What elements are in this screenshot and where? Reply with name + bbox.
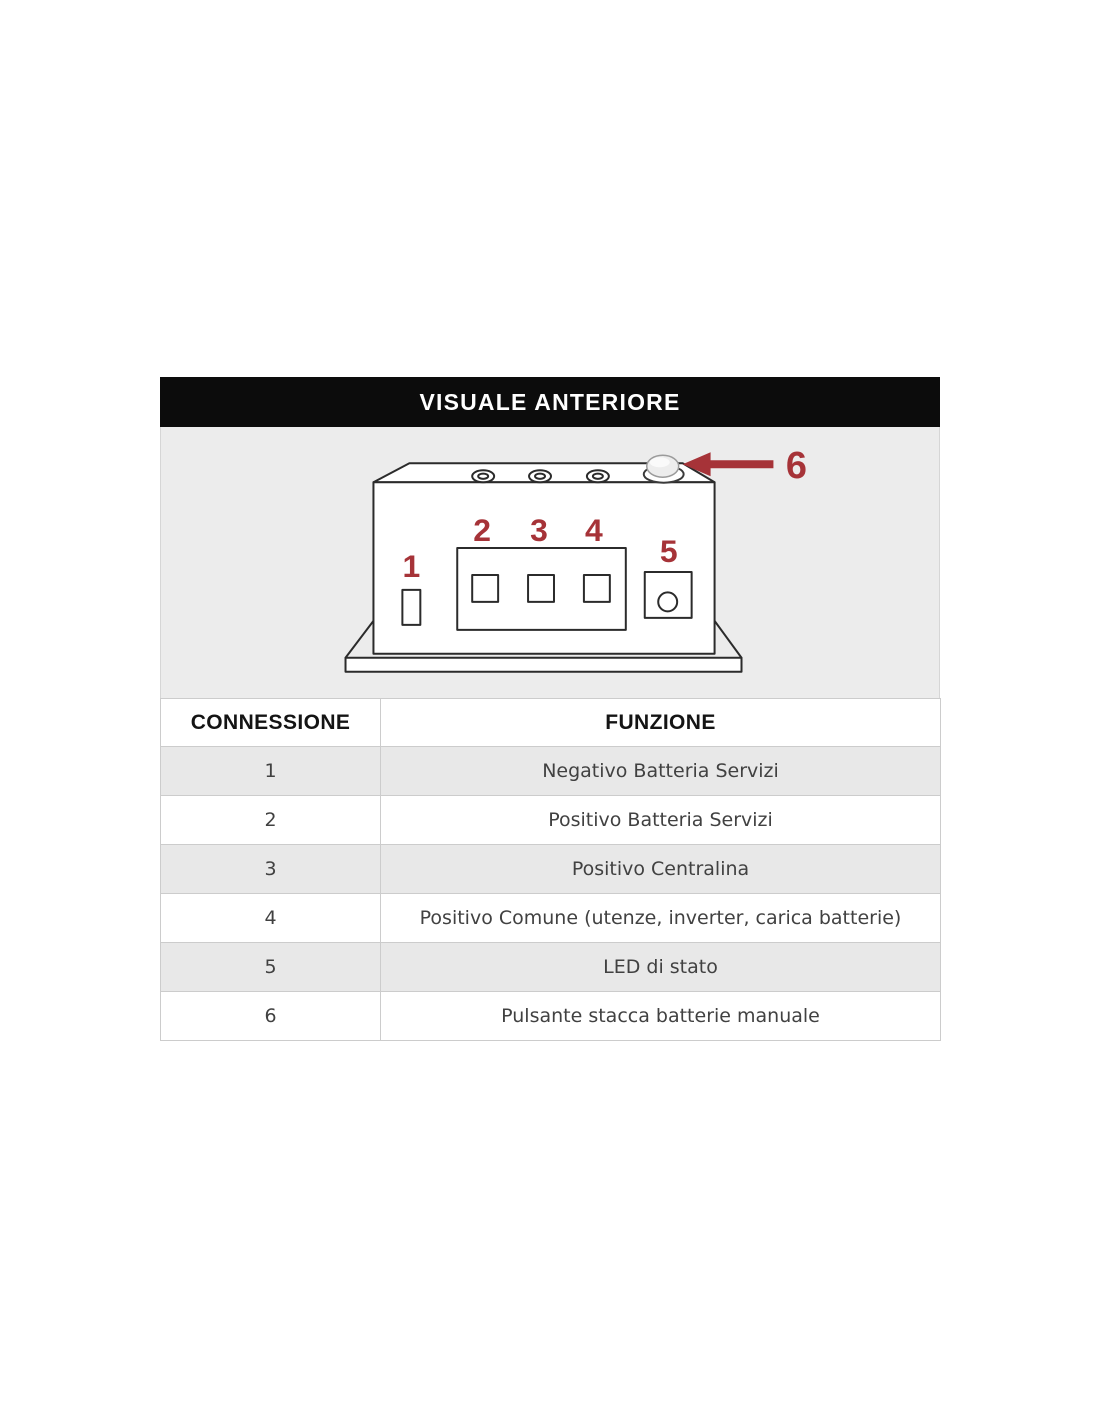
callout-label-5: 5 bbox=[659, 533, 678, 570]
table-row bbox=[161, 943, 941, 992]
right-flange-edge bbox=[715, 621, 742, 658]
connection-column-header: CONNESSIONE bbox=[161, 699, 381, 747]
screw-icon bbox=[587, 470, 609, 482]
table-header-row bbox=[161, 699, 941, 747]
function-cell: Negativo Batteria Servizi bbox=[381, 747, 941, 796]
connection-cell: 3 bbox=[161, 845, 381, 894]
terminal-2-slot bbox=[472, 575, 498, 602]
table-row bbox=[161, 747, 941, 796]
terminal-3-slot bbox=[528, 575, 554, 602]
function-cell: LED di stato bbox=[381, 943, 941, 992]
table-row bbox=[161, 992, 941, 1041]
device-front-view-diagram bbox=[161, 427, 939, 698]
section-title-bar bbox=[160, 377, 940, 427]
status-led-icon bbox=[658, 592, 677, 611]
callout-label-2: 2 bbox=[473, 512, 492, 549]
screw-icon bbox=[472, 470, 494, 482]
screw-icon bbox=[529, 470, 551, 482]
connection-cell: 6 bbox=[161, 992, 381, 1041]
function-cell: Positivo Centralina bbox=[381, 845, 941, 894]
disconnect-button-icon bbox=[644, 455, 684, 482]
connection-cell: 2 bbox=[161, 796, 381, 845]
section-title: VISUALE ANTERIORE bbox=[419, 388, 681, 415]
callout-label-1: 1 bbox=[402, 547, 421, 584]
table-row bbox=[161, 796, 941, 845]
terminal-1-slot bbox=[402, 590, 420, 625]
function-cell: Positivo Comune (utenze, inverter, carica batterie) bbox=[381, 894, 941, 943]
table-row bbox=[161, 894, 941, 943]
function-cell: Positivo Batteria Servizi bbox=[381, 796, 941, 845]
device-diagram-area bbox=[160, 427, 940, 698]
connection-cell: 4 bbox=[161, 894, 381, 943]
callout-label-6: 6 bbox=[785, 445, 807, 488]
terminal-4-slot bbox=[584, 575, 610, 602]
connection-cell: 1 bbox=[161, 747, 381, 796]
connection-cell: 5 bbox=[161, 943, 381, 992]
table-row bbox=[161, 845, 941, 894]
front-view-section bbox=[160, 377, 940, 1041]
callout-label-4: 4 bbox=[585, 512, 603, 549]
connection-table bbox=[160, 698, 941, 1041]
function-column-header: FUNZIONE bbox=[381, 699, 941, 747]
function-cell: Pulsante stacca batterie manuale bbox=[381, 992, 941, 1041]
left-flange-edge bbox=[346, 621, 374, 658]
callout-label-3: 3 bbox=[530, 512, 548, 549]
device-base-plate bbox=[346, 658, 742, 672]
